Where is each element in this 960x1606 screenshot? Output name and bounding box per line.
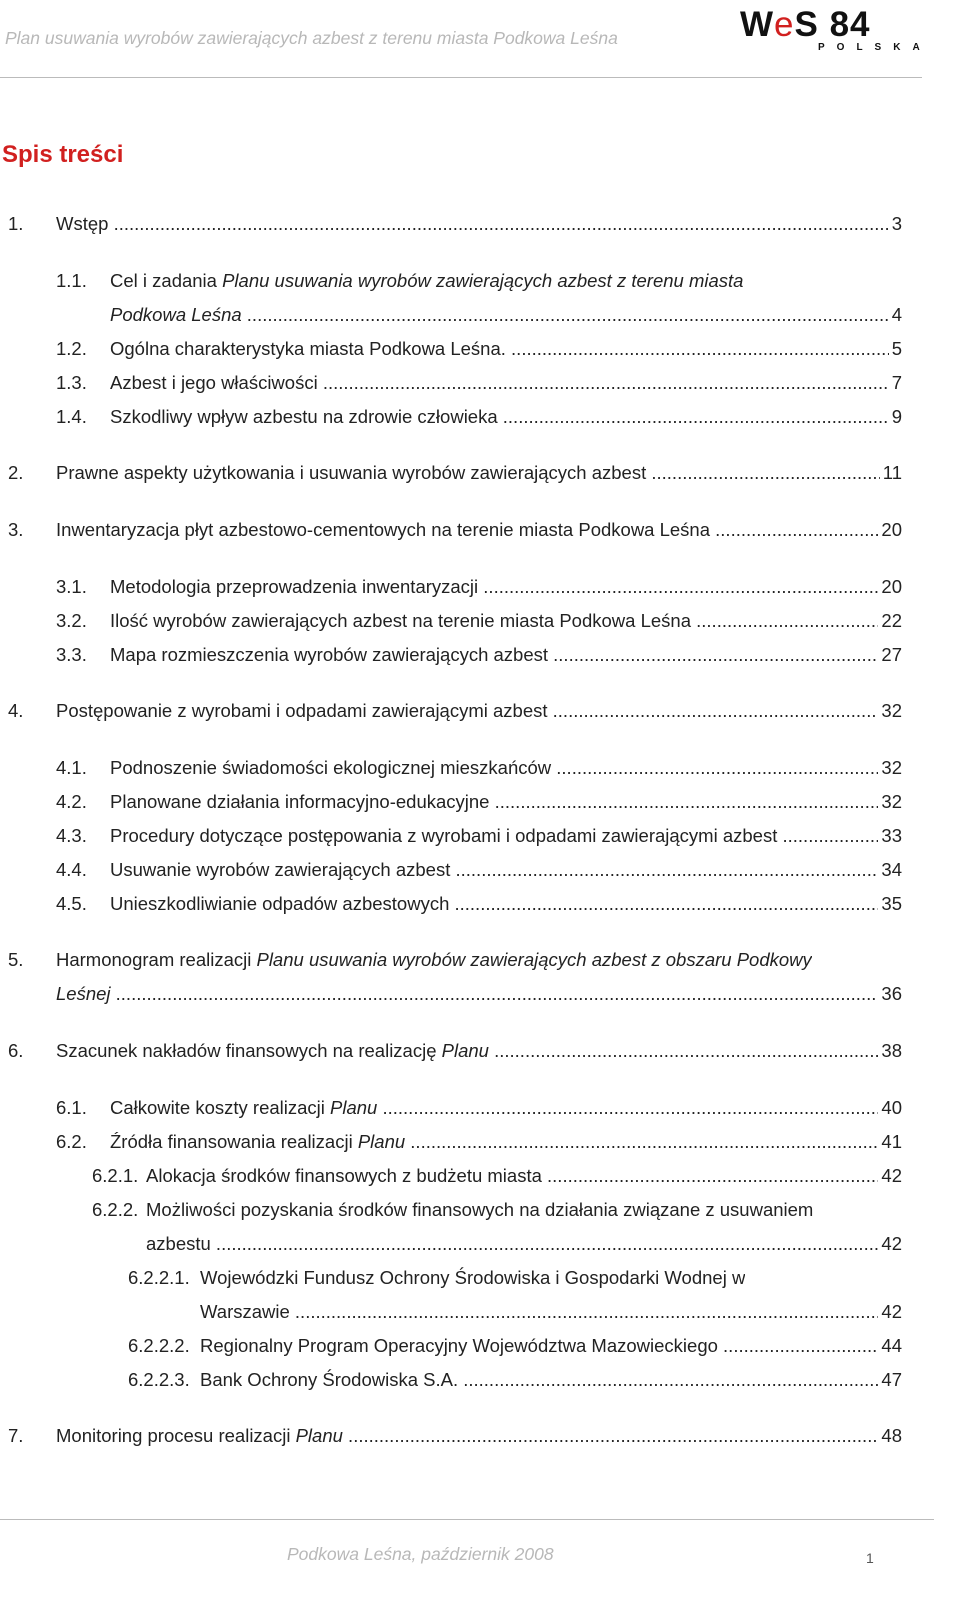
toc-entry-title: Szkodliwy wpływ azbestu na zdrowie człowieka ..... [110,404,900,430]
toc-entry-number: 2. [8,462,24,483]
toc-entry-number: 4. [8,700,24,721]
toc-entry-page: 38 [878,1038,902,1064]
toc-entry-6-2-2-1-continued[interactable] [0,1299,960,1325]
toc-entry-6-2-2-2[interactable] [0,1333,960,1359]
toc-entry-5[interactable] [0,947,960,973]
toc-entry-title: Usuwanie wyrobów zawierających azbest ..... [110,857,900,883]
toc-entry-number: 4.3. [56,825,87,846]
footer-divider [0,1519,934,1520]
toc-entry-title: Leśnej ..... [56,981,900,1007]
toc-entry-number: 1.3. [56,372,87,393]
toc-heading: Spis treści [2,141,124,168]
toc-entry-number: 1.4. [56,406,87,427]
toc-entry-title: Cel i zadania Planu usuwania wyrobów zawierających azbest z terenu miasta [110,270,744,291]
toc-entry-title: Metodologia przeprowadzenia inwentaryzacji ..... [110,574,900,600]
toc-entry-number: 4.2. [56,791,87,812]
toc-entry-4[interactable] [0,698,960,724]
toc-entry-1-1-continued[interactable] [0,302,960,328]
toc-entry-3-2[interactable] [0,608,960,634]
toc-entry-number: 6.2.2.3. [128,1369,190,1390]
toc-entry-title: Unieszkodliwianie odpadów azbestowych ..... [110,891,900,917]
toc-entry-page: 47 [878,1367,902,1393]
page-number: 1 [866,1550,874,1566]
toc-entry-number: 6.2.2. [92,1199,139,1220]
toc-entry-title: Bank Ochrony Środowiska S.A. ..... [200,1367,900,1393]
toc-entry-title: Szacunek nakładów finansowych na realizację Planu ..... [56,1038,900,1064]
toc-entry-number: 6.2.2.1. [128,1267,190,1288]
logo-wordmark: WeS 84 [740,5,871,44]
toc-entry-title: Mapa rozmieszczenia wyrobów zawierających azbest ..... [110,642,900,668]
toc-entry-page: 9 [889,404,902,430]
toc-entry-page: 33 [878,823,902,849]
toc-entry-number: 6.2.1. [92,1165,139,1186]
toc-entry-title: Całkowite koszty realizacji Planu ..... [110,1095,900,1121]
toc-entry-1-3[interactable] [0,370,960,396]
toc-entry-title: Ogólna charakterystyka miasta Podkowa Leśna. ..... [110,336,900,362]
toc-entry-page: 11 [880,460,902,486]
toc-entry-title: Alokacja środków finansowych z budżetu miasta ..... [146,1163,900,1189]
toc-entry-4-2[interactable] [0,789,960,815]
toc-entry-number: 6.2. [56,1131,87,1152]
toc-entry-number: 3.3. [56,644,87,665]
toc-entry-title: Wojewódzki Fundusz Ochrony Środowiska i Gospodarki Wodnej w [200,1267,746,1288]
toc-entry-page: 32 [878,755,902,781]
toc-entry-1-2[interactable] [0,336,960,362]
toc-entry-title: Harmonogram realizacji Planu usuwania wyrobów zawierających azbest z obszaru Podkowy [56,949,812,970]
toc-entry-number: 4.1. [56,757,87,778]
toc-entry-number: 4.4. [56,859,87,880]
toc-entry-page: 40 [878,1095,902,1121]
toc-entry-3-3[interactable] [0,642,960,668]
toc-entry-page: 42 [878,1163,902,1189]
toc-entry-page: 27 [878,642,902,668]
toc-entry-number: 7. [8,1425,24,1446]
toc-entry-4-1[interactable] [0,755,960,781]
toc-entry-title: Inwentaryzacja płyt azbestowo-cementowych na terenie miasta Podkowa Leśna ..... [56,517,900,543]
toc-entry-title: azbestu ..... [146,1231,900,1257]
toc-entry-page: 4 [889,302,902,328]
toc-entry-title: Postępowanie z wyrobami i odpadami zawierającymi azbest ..... [56,698,900,724]
toc-entry-page: 41 [878,1129,902,1155]
toc-entry-title: Planowane działania informacyjno-edukacyjne ..... [110,789,900,815]
toc-entry-6-2-1[interactable] [0,1163,960,1189]
toc-entry-4-5[interactable] [0,891,960,917]
toc-entry-1-4[interactable] [0,404,960,430]
toc-entry-title: Regionalny Program Operacyjny Województwa Mazowieckiego ..... [200,1333,900,1359]
toc-entry-5-continued[interactable] [0,981,960,1007]
toc-entry-title: Wstęp ..... [56,211,900,237]
toc-entry-page: 42 [878,1299,902,1325]
toc-entry-7[interactable] [0,1423,960,1449]
toc-entry-page: 20 [878,517,902,543]
footer-place-date: Podkowa Leśna, październik 2008 [287,1544,554,1564]
toc-entry-number: 3.2. [56,610,87,631]
toc-entry-page: 36 [878,981,902,1007]
toc-entry-1-1[interactable] [0,268,960,294]
logo-subtitle: POLSKA [818,42,932,53]
toc-entry-page: 44 [878,1333,902,1359]
toc-entry-page: 5 [889,336,902,362]
toc-entry-2[interactable] [0,460,960,486]
toc-entry-page: 22 [878,608,902,634]
toc-entry-number: 6.1. [56,1097,87,1118]
toc-entry-page: 32 [878,789,902,815]
toc-entry-number: 4.5. [56,893,87,914]
header-divider [0,77,922,78]
toc-entry-number: 1.2. [56,338,87,359]
toc-entry-number: 3. [8,519,24,540]
toc-entry-4-3[interactable] [0,823,960,849]
toc-entry-page: 34 [878,857,902,883]
toc-entry-number: 1. [8,213,24,234]
running-header-title: Plan usuwania wyrobów zawierających azbest z terenu miasta Podkowa Leśna [5,28,618,48]
toc-entry-title: Prawne aspekty użytkowania i usuwania wyrobów zawierających azbest ..... [56,460,900,486]
toc-entry-title: Możliwości pozyskania środków finansowych na działania związane z usuwaniem [146,1199,814,1220]
toc-entry-6-2-2-1[interactable] [0,1265,960,1291]
toc-entry-3[interactable] [0,517,960,543]
toc-entry-title: Azbest i jego właściwości ..... [110,370,900,396]
toc-entry-page: 42 [878,1231,902,1257]
toc-entry-1[interactable] [0,211,960,237]
toc-entry-number: 6.2.2.2. [128,1335,190,1356]
toc-entry-4-4[interactable] [0,857,960,883]
toc-entry-title: Podnoszenie świadomości ekologicznej mieszkańców ..... [110,755,900,781]
toc-entry-title: Podkowa Leśna ..... [110,302,900,328]
wes84-logo [740,5,932,55]
toc-entry-number: 5. [8,949,24,970]
toc-entry-6-2-2[interactable] [0,1197,960,1223]
toc-entry-6-2[interactable] [0,1129,960,1155]
toc-entry-page: 35 [878,891,902,917]
toc-entry-title: Monitoring procesu realizacji Planu ..... [56,1423,900,1449]
toc-entry-page: 20 [878,574,902,600]
toc-entry-6-2-2-3[interactable] [0,1367,960,1393]
toc-entry-6[interactable] [0,1038,960,1064]
toc-entry-title: Warszawie ..... [200,1299,900,1325]
toc-entry-number: 1.1. [56,270,87,291]
toc-entry-title: Ilość wyrobów zawierających azbest na terenie miasta Podkowa Leśna ..... [110,608,900,634]
toc-entry-page: 3 [889,211,902,237]
toc-entry-page: 32 [878,698,902,724]
toc-entry-6-1[interactable] [0,1095,960,1121]
toc-entry-page: 7 [889,370,902,396]
toc-entry-title: Procedury dotyczące postępowania z wyrobami i odpadami zawierającymi azbest ..... [110,823,900,849]
toc-entry-3-1[interactable] [0,574,960,600]
toc-entry-page: 48 [878,1423,902,1449]
toc-entry-number: 3.1. [56,576,87,597]
toc-entry-number: 6. [8,1040,24,1061]
toc-entry-title: Źródła finansowania realizacji Planu ..... [110,1129,900,1155]
toc-entry-6-2-2-continued[interactable] [0,1231,960,1257]
